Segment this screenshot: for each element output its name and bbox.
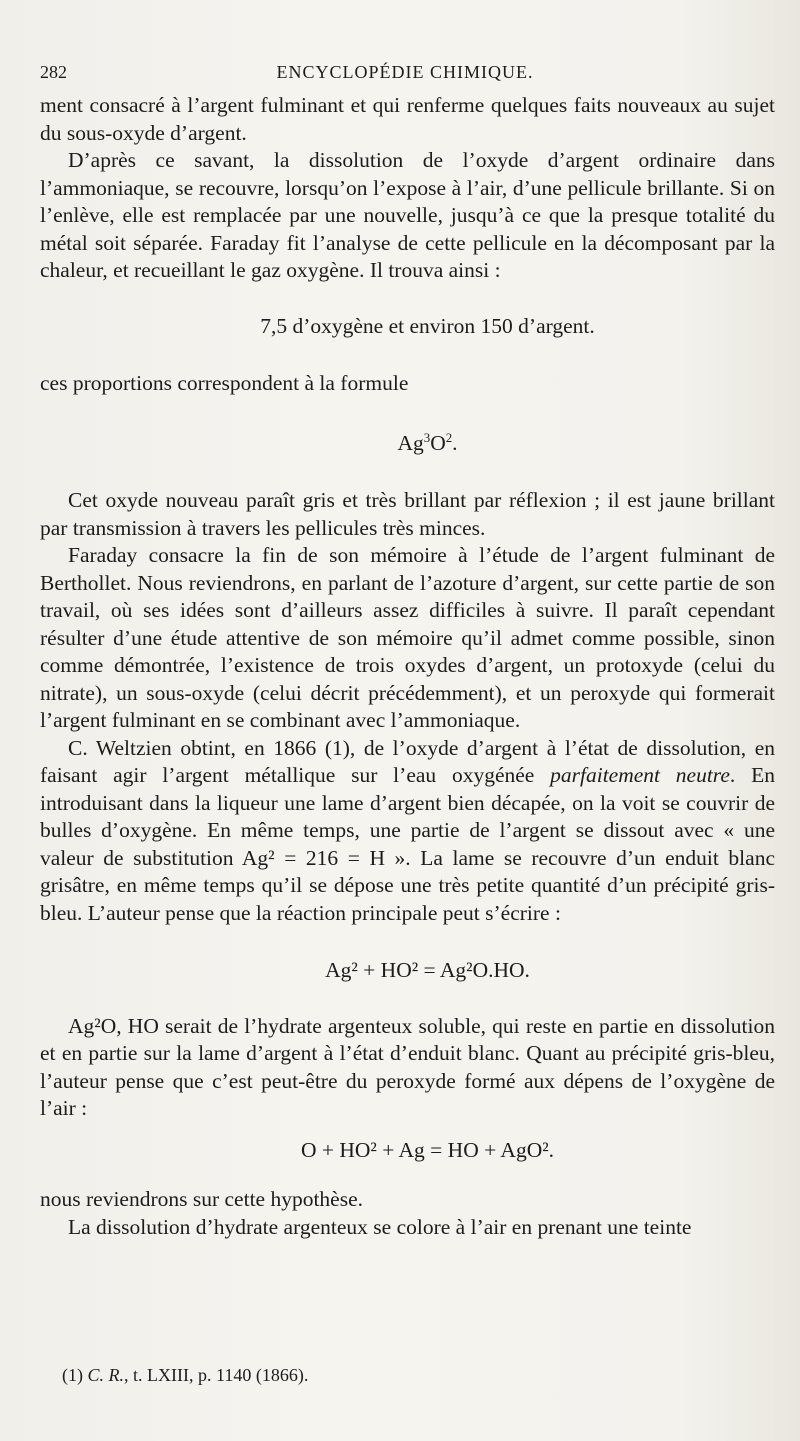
paragraph-8: nous reviendrons sur cette hypothèse. [40,1187,364,1211]
measurement-line: 7,5 d’oxygène et environ 150 d’argent. [260,313,595,338]
footnote-reference: , t. LXIII, p. 1140 (1866). [124,1365,309,1385]
formula-ag3o2-mid: O [430,430,446,455]
paragraph-7: Ag²O, HO serait de l’hydrate argenteux soluble, qui reste en partie en dissolution et en partie sur la lame d’argent à l’état d’enduit blanc. Quant au précipité gris-bleu, l’auteur pense que c’est peut-être du peroxyde formé aux dépens de l’oxygène de l’air : [40,1013,775,1120]
paragraph-6-part-a: C. Weltzien obtint, en 1866 (1), de l’oxyde d’argent à l’état de dissolution, en faisant agir l’argent métallique sur l’eau oxygénée [40,735,775,787]
formula-ag3o2-sub1: 3 [423,430,431,445]
footnote-source: C. R. [87,1365,125,1385]
running-title: ENCYCLOPÉDIE CHIMIQUE. [276,62,534,82]
paragraph-4: Cet oxyde nouveau paraît gris et très brillant par réflexion ; il est jaune brillant par transmission à travers les pellicules très minces. [40,488,775,540]
footnote [62,1365,762,1386]
paragraph-9: La dissolution d’hydrate argenteux se colore à l’air en prenant une teinte [68,1214,692,1239]
paragraph-3: ces proportions correspondent à la formule [40,371,409,395]
paragraph-2: D’après ce savant, la dissolution de l’oxyde d’argent ordinaire dans l’ammoniaque, se recouvre, lorsqu’on l’expose à l’air, d’une pellicule brillante. Si on l’enlève, elle est remplacée par une nouvelle, jusqu’à ce que la presque totalité du métal soit séparée. Faraday fit l’analyse de cette pellicule en la décomposant par la chaleur, et recueillant le gaz oxygène. Il trouva ainsi : [40,148,775,282]
formula-ag3o2-sub2: 2 [445,430,453,445]
formula-reaction-2: O + HO² + Ag = HO + AgO². [300,1137,555,1162]
paragraph-6 [40,735,775,928]
page-header [40,58,770,88]
footnote-marker: (1) [62,1365,88,1385]
formula-ag3o2-end: . [452,430,458,455]
formula-ag3o2-base: Ag [397,430,424,455]
paragraph-5: Faraday consacre la fin de son mémoire à l’étude de l’argent fulminant de Berthollet. Nous reviendrons, en parlant de l’azoture d’argent, sur cette partie de son travail, où ses idées sont d’ailleurs assez difficiles à suivre. Il paraît cependant résulter d’une étude attentive de son mémoire qu’il admet comme possible, sinon comme démontrée, l’existence de trois oxydes d’argent, un protoxyde (celui du nitrate), un sous-oxyde (celui décrit précédemment), et un peroxyde qui formerait l’argent fulminant en se combinant avec l’ammoniaque. [40,543,775,732]
formula-reaction-1: Ag² + HO² = Ag²O.HO. [325,958,530,982]
paragraph-6-emphasis: parfaitement neutre [550,763,730,787]
page-number: 282 [40,62,67,82]
body-text [40,92,775,1241]
formula-ag3o2 [40,430,775,458]
paragraph-1: ment consacré à l’argent fulminant et qui renferme quelques faits nouveaux au sujet du sous-oxyde d’argent. [40,93,775,145]
paragraph-6-part-b: . En introduisant dans la liqueur une lame d’argent bien décapée, on la voit se couvrir de bulles d’oxygène. En même temps, une partie de l’argent se dissout avec « une valeur de substitution Ag² = 216 = H ». La lame se recouvre d’un enduit blanc grisâtre, en même temps qu’il se dépose une très petite quantité d’un précipité gris-bleu. L’auteur pense que la réaction principale peut s’écrire : [40,763,775,925]
